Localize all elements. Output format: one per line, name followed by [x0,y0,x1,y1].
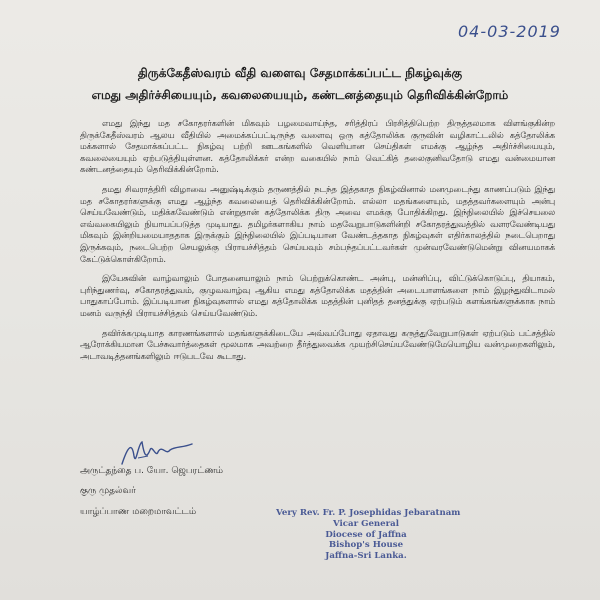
handwritten-date: 04-03-2019 [458,22,561,41]
paragraph: தமது சிவராத்திரி விழாவை அனுஷ்டிக்கும் தருணத்தில் நடந்த இத்தகாத நிகழ்வினால் மனமுடைந்து காணப்படும் இந்து மத சகோதரர்களுக்கு எமது ஆழ்ந்த கவலையைத் தெரிவிக்கின்றோம். எல்லா மதங்களையும், மதத்தவர்களையும் அன்பு செய்யவேண்டும், மதிக்கவேண்டும் என்றுதான் கத்தோலிக்க திரு அவை எமக்கு போதிக்கிறது. இந்நிலையில் இச்செயலை எவ்வகையிலும் நியாயப்படுத்த முடியாது. தமிழர்களாகிய நாம் மதவேறுபாடுகளின்றி சகோதரத்துவத்தில் வளரவேண்டியது மிகவும் இன்றியமையாததாக இருக்கும் இந்நிலையில் இப்படியான வேண்டத்தகாத நிகழ்வுகள் எதிர்காலத்தில் நடைபெறாது இருக்கவும், நடைபெற்ற செயலுக்கு பிராயச்சித்தம் செய்யவும் சம்பந்தப்பட்டவர்கள் முன்வரவேண்டுமென்று வினயமாகக் கேட்டுக்கொள்கிறோம். [80,183,555,264]
official-stamp [276,508,461,562]
signatory-role: குரு முதல்வர் [80,486,136,496]
signatory-name: அருட்தந்தை ப. யோ. ஜெபரட்ணம் [80,466,224,476]
title-line-1: திருக்கேதீஸ்வரம் வீதி வளைவு சேதமாக்கப்பட்ட நிகழ்வுக்கு [137,66,463,80]
paragraph: எமது இந்து மத சகோதரர்களின் மிகவும் பழமைவாய்ந்த, சரித்திரப் பிரசித்திபெற்ற திருத்தலமாக விளங்குகின்ற திருக்கேதீஸ்வரம் ஆலய வீதியில் அமைக்கப்பட்டிருந்த வளைவு ஒரு கத்தோலிக்க குருவின் வழிகாட்டலில் கத்தோலிக்க மக்களால் சேதமாக்கப்பட்ட நிகழ்வு பற்றி ஊடகங்களில் வெளியான செய்திகள் எமக்கு ஆழ்ந்த அதிர்ச்சியையும், கவலையையும் ஏற்படுத்தியுள்ளன. கத்தோலிக்கர் என்ற வகையில் நாம் வெட்கித் தலைகுனிவதோடு எமது வன்மையான கண்டனத்தையும் தெரிவிக்கின்றோம். [80,118,555,175]
stamp-line: Diocese of Jaffna [325,529,407,540]
paragraph: தவிர்க்கமுடியாத காரணங்களால் மதங்களுக்கிடையே அவ்வப்போது ஏதாவது கருத்துவேறுபாடுகள் ஏற்படும் பட்சத்தில் ஆரோக்கியமான பேச்சுவார்த்தைகள் மூலமாக அவற்றை தீர்த்துவைக்க முயற்சிசெய்யவேண்டுமேயொழிய வன்முறைகளிலும், அடாவடித்தனங்களிலும் ஈடுபடவே கூடாது. [80,327,555,361]
letter-title [40,62,560,106]
title-line-2: எமது அதிர்ச்சியையும், கவலையையும், கண்டனத்தையும் தெரிவிக்கின்றோம் [91,88,509,102]
letter-body [80,118,555,370]
stamp-line: Bishop's House [328,540,404,551]
paragraph: இயேசுவின் வாழ்வாலும் போதனையாலும் நாம் பெற்றுக்கொண்ட அன்பு, மன்னிப்பு, விட்டுக்கொடுப்பு, தியாகம், புரிந்துணர்வு, சகோதரத்துவம், குழுவவாழ்வு ஆகிய எமது கத்தோலிக்க மதத்தின் அடையாளங்களை நாம் இழந்துவிடாமல் பாதுகாப்போம். இப்படியான நிகழ்வுகளால் எமது கத்தோலிக்க மதத்தின் புனிதத் தனத்துக்கு ஏற்படும் களங்கங்களுக்காக நாம் மனம் வருந்தி பிராயச்சித்தம் செய்யவேண்டும். [80,273,555,318]
stamp-line: Jaffna-Sri Lanka. [325,551,407,562]
stamp-line: Very Rev. Fr. P. Josephidas Jebaratnam [276,508,461,518]
stamp-line: Vicar General [333,518,399,529]
signatory-diocese: யாழ்ப்பாண மறைமாவட்டம் [80,507,197,517]
